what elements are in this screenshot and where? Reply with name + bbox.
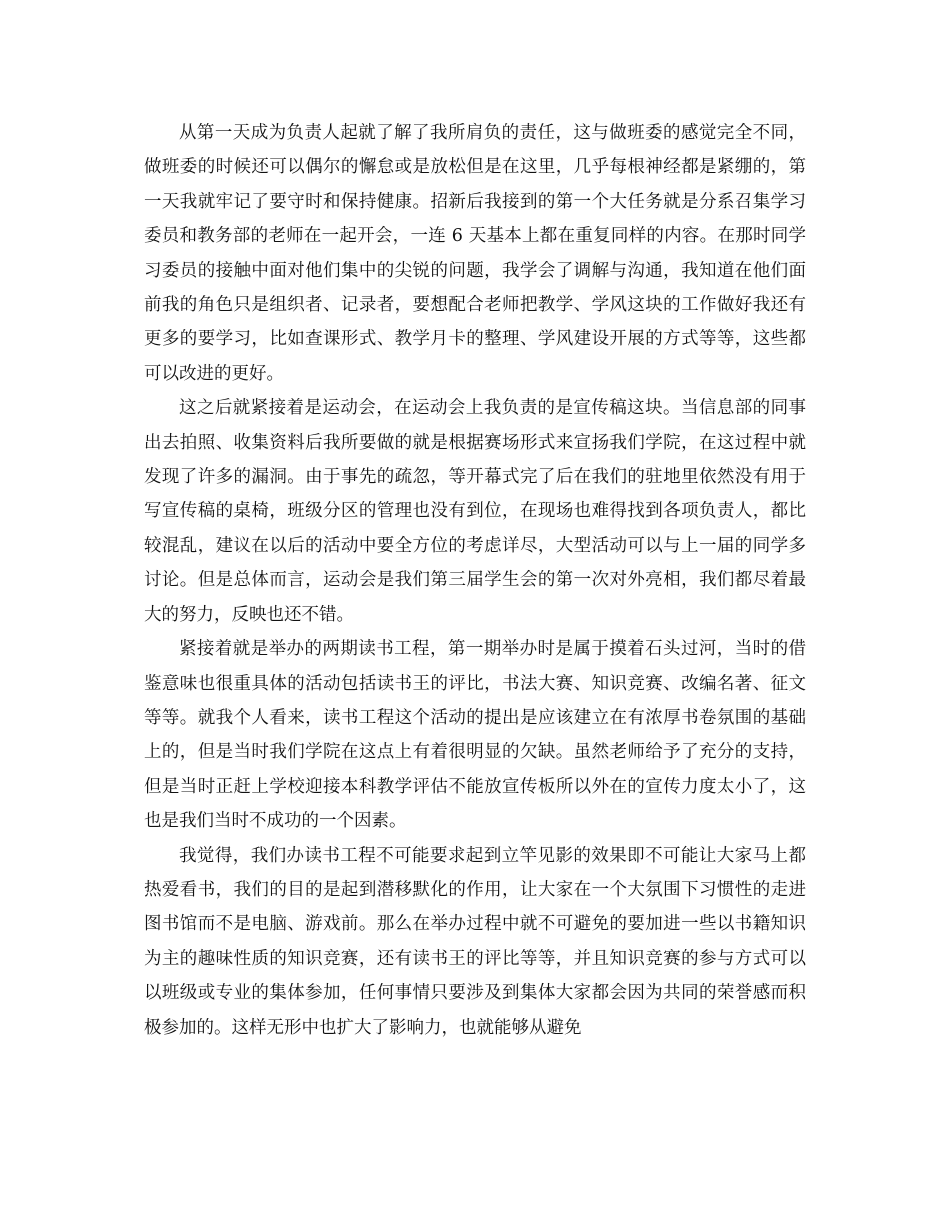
paragraph-4: 我觉得，我们办读书工程不可能要求起到立竿见影的效果即不可能让大家马上都热爱看书，我们的目的是起到潜移默化的作用，让大家在一个大氛围下习惯性的走进图书馆而不是电脑、游戏前。那么在举办过程中就不可避免的要加进一些以书籍知识为主的趣味性质的知识竞赛，还有读书王的评比等等，并且知识竞赛的参与方式可以以班级或专业的集体参加，任何事情只要涉及到集体大家都会因为共同的荣誉感而积极参加的。这样无形中也扩大了影响力，也就能够从避免 <box>144 845 806 1038</box>
paragraph-2: 这之后就紧接着是运动会，在运动会上我负责的是宣传稿这块。当信息部的同事出去拍照、收集资料后我所要做的就是根据赛场形式来宣扬我们学院，在这过程中就发现了许多的漏洞。由于事先的疏忽，等开幕式完了后在我们的驻地里依然没有用于写宣传稿的桌椅，班级分区的管理也没有到位，在现场也难得找到各项负责人，都比较混乱，建议在以后的活动中要全方位的考虑详尽，大型活动可以与上一届的同学多讨论。但是总体而言，运动会是我们第三届学生会的第一次对外亮相，我们都尽着最大的努力，反映也还不错。 <box>144 398 806 625</box>
document-body <box>144 116 806 1045</box>
paragraph-1: 从第一天成为负责人起就了解了我所肩负的责任，这与做班委的感觉完全不同，做班委的时候还可以偶尔的懈怠或是放松但是在这里，几乎每根神经都是紧绷的，第一天我就牢记了要守时和保持健康。招新后我接到的第一个大任务就是分系召集学习委员和教务部的老师在一起开会，一连 6 天基本上都在重复同样的内容。在那时同学习委员的接触中面对他们集中的尖锐的问题，我学会了调解与沟通，我知道在他们面前我的角色只是组织者、记录者，要想配合老师把教学、学风这块的工作做好我还有更多的要学习，比如查课形式、教学月卡的整理、学风建设开展的方式等等，这些都可以改进的更好。 <box>144 123 806 384</box>
paragraph-3: 紧接着就是举办的两期读书工程，第一期举办时是属于摸着石头过河，当时的借鉴意味也很重具体的活动包括读书王的评比，书法大赛、知识竞赛、改编名著、征文等等。就我个人看来，读书工程这个活动的提出是应该建立在有浓厚书卷氛围的基础上的，但是当时我们学院在这点上有着很明显的欠缺。虽然老师给予了充分的支持，但是当时正赶上学校迎接本科教学评估不能放宣传板所以外在的宣传力度太小了，这也是我们当时不成功的一个因素。 <box>144 639 806 832</box>
